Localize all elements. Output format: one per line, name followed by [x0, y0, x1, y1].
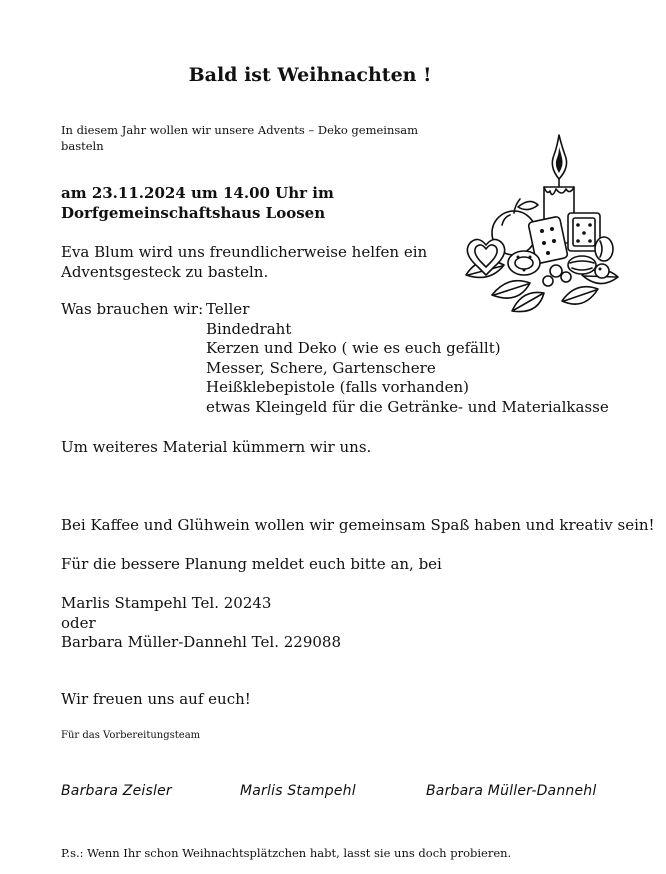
needs-item: Kerzen und Deko ( wie es euch gefällt) — [206, 339, 501, 357]
signature-1: Barbara Zeisler — [61, 783, 172, 799]
contact-second: Barbara Müller-Dannehl Tel. 229088 — [61, 633, 341, 651]
event-datetime: am 23.11.2024 um 14.00 Uhr im — [61, 184, 334, 202]
needs-item: Bindedraht — [206, 319, 292, 338]
closing-text: Wir freuen uns auf euch! — [61, 690, 251, 708]
needs-item: Messer, Schere, Gartenschere — [206, 358, 436, 377]
team-label: Für das Vorbereitungsteam — [61, 730, 201, 741]
register-note: Für die bessere Planung meldet euch bitte an, bei — [61, 555, 442, 573]
event-details — [61, 183, 334, 223]
page-title: Bald ist Weihnachten ! — [188, 64, 432, 86]
signature-2: Marlis Stampehl — [240, 783, 356, 799]
needs-item: Heißklebepistole (falls vorhanden) — [206, 378, 469, 396]
ps-note: P.s.: Wenn Ihr schon Weihnachtsplätzchen habt, lasst sie uns doch probieren. — [61, 846, 512, 860]
needs-label: Was brauchen wir: — [61, 300, 204, 318]
material-note: Um weiteres Material kümmern wir uns. — [61, 438, 372, 456]
event-location: Dorfgemeinschaftshaus Loosen — [61, 204, 326, 222]
contact-first: Marlis Stampehl Tel. 20243 — [61, 594, 272, 612]
needs-item: etwas Kleingeld für die Getränke- und Materialkasse — [206, 397, 609, 416]
intro-text: In diesem Jahr wollen wir unsere Advents – Deko gemeinsam basteln — [61, 123, 419, 153]
signature-3: Barbara Müller-Dannehl — [426, 783, 597, 799]
help-line-2: Adventsgesteck zu basteln. — [61, 262, 269, 281]
fun-note: Bei Kaffee und Glühwein wollen wir gemeinsam Spaß haben und kreativ sein! — [61, 516, 655, 534]
contact-block — [61, 594, 341, 653]
help-line-1: Eva Blum wird uns freundlicherweise helfen ein — [61, 243, 428, 261]
help-text — [61, 243, 427, 282]
contact-or: oder — [61, 613, 96, 632]
advent-candle-arrangement-icon — [452, 125, 622, 320]
needs-item: Teller — [206, 300, 250, 318]
